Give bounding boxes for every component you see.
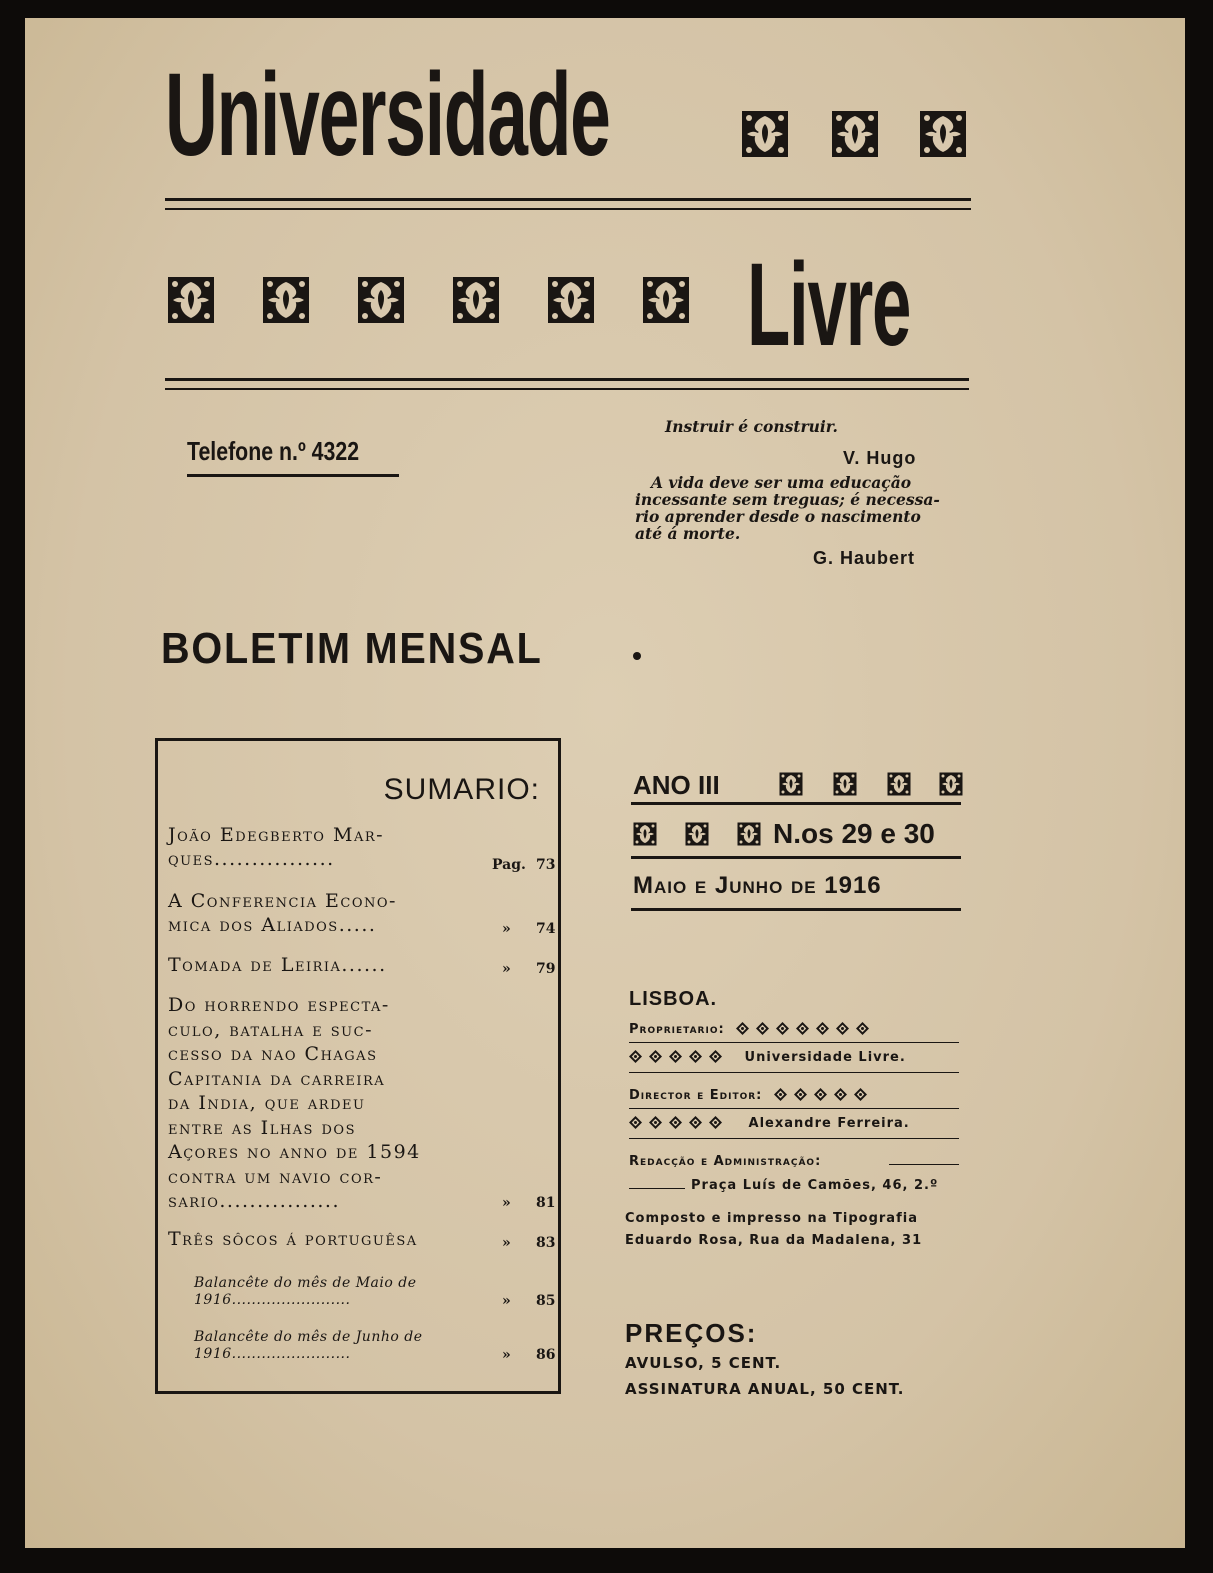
diamond-ornament-icon [709, 1050, 722, 1063]
epigraph-line: A vida deve ser uma educação [651, 473, 912, 492]
preco-avulso: AVULSO, 5 CENT. [625, 1354, 782, 1372]
director-name: Alexandre Ferreira. [748, 1116, 910, 1131]
diamond-ornament-icon [774, 1088, 787, 1101]
preco-assinatura: ASSINATURA ANUAL, 50 CENT. [625, 1380, 905, 1398]
issue-rule [631, 802, 961, 805]
ditto-mark: » [502, 921, 511, 937]
sumario-entry-line: 1916........................ [194, 1346, 351, 1362]
floral-ornament-icon [642, 276, 690, 324]
sumario-entry-line: da India, que ardeu [168, 1092, 366, 1114]
epigraph-2-text [635, 474, 975, 542]
floral-ornament-icon [685, 822, 709, 846]
issue-ano: ANO III [633, 770, 720, 800]
floral-ornament-icon [887, 772, 911, 796]
sumario-entry [168, 889, 488, 937]
masthead-rule [165, 378, 969, 390]
telefone: Telefone n.º 4322 [187, 436, 360, 466]
sumario-title: SUMARIO: [383, 773, 540, 806]
sumario-entry-line: João Edegberto Mar- [168, 824, 385, 846]
sumario-entry-line: A Conferencia Econo- [168, 890, 397, 912]
masthead-rule [165, 198, 971, 210]
tipografia-line: Eduardo Rosa, Rua da Madalena, 31 [625, 1233, 923, 1248]
redaccao-address: Praça Luís de Camões, 46, 2.º [691, 1178, 939, 1193]
imprint-rule [629, 1138, 959, 1139]
tipografia-line: Composto e impresso na Tipografia [625, 1211, 918, 1226]
pag-label: Pag. [492, 857, 526, 873]
sumario-entry-line: Açores no anno de 1594 [168, 1141, 421, 1163]
diamond-ornament-icon [649, 1116, 662, 1129]
sumario-entry-line: sario................ [168, 1190, 341, 1212]
issue-numero: N.os 29 e 30 [773, 818, 935, 849]
diamond-ornament-icon [649, 1050, 662, 1063]
sumario-entry-line: Balancête do mês de Maio de [194, 1275, 417, 1291]
diamond-ornament-icon [669, 1116, 682, 1129]
sumario-entry-line: entre as Ilhas dos [168, 1116, 356, 1139]
imprint-rule [629, 1072, 959, 1073]
diamond-ornament-icon [796, 1022, 809, 1035]
leader-rule [629, 1188, 685, 1189]
diamond-ornament-icon [669, 1050, 682, 1063]
diamond-ornament-icon [836, 1022, 849, 1035]
director-line [629, 1088, 874, 1103]
sumario-entry-line: Tomada de Leiria...... [168, 954, 387, 976]
floral-ornament-icon [262, 276, 310, 324]
diamond-ornament-icon [709, 1116, 722, 1129]
proprietario-name: Universidade Livre. [744, 1050, 906, 1065]
director-label: Director e Editor: [629, 1088, 763, 1103]
redaccao-label: Redacção e Administração: [629, 1154, 822, 1169]
diamond-ornament-icon [629, 1116, 642, 1129]
sumario-entry-line: Três sôcos á portuguêsa [168, 1228, 418, 1250]
sumario-page-number: 85 [536, 1293, 556, 1309]
issue-rule [631, 908, 961, 911]
ditto-mark: » [502, 1235, 511, 1251]
floral-ornament-icon [357, 276, 405, 324]
floral-ornament-icon [919, 110, 967, 158]
telefone-underline [187, 474, 399, 477]
sumario-box [155, 738, 561, 1394]
sumario-entry [168, 993, 488, 1214]
diamond-ornament-icon [689, 1116, 702, 1129]
diamond-ornament-icon [794, 1088, 807, 1101]
sumario-entry-line: cesso da nao Chagas [168, 1043, 378, 1065]
diamond-ornament-icon [816, 1022, 829, 1035]
imprint-rule [629, 1108, 959, 1109]
diamond-ornament-icon [834, 1088, 847, 1101]
ditto-mark: » [502, 1195, 511, 1211]
epigraph-1-author: V. Hugo [843, 448, 917, 468]
floral-ornament-icon [833, 772, 857, 796]
sumario-entry-line: Capitania da carreira [168, 1067, 386, 1090]
sumario-page-number: 81 [536, 1195, 556, 1211]
director-name-line [629, 1116, 910, 1131]
diamond-ornament-icon [756, 1022, 769, 1035]
sumario-entry [168, 953, 488, 977]
epigraph-line: incessante sem treguas; é necessa- [635, 490, 940, 509]
sumario-page-number: 74 [536, 921, 556, 937]
floral-ornament-icon [939, 772, 963, 796]
floral-ornament-icon [779, 772, 803, 796]
sumario-page-number: 83 [536, 1235, 556, 1251]
imprint-city: LISBOA. [629, 988, 718, 1010]
sumario-entry-line: Do horrendo especta- [168, 994, 390, 1016]
masthead-title-livre: Livre [747, 239, 911, 371]
masthead-title-universidade: Universidade [165, 49, 610, 181]
epigraph-2-author: G. Haubert [813, 548, 916, 568]
floral-ornament-icon [741, 110, 789, 158]
ditto-mark: » [502, 961, 511, 977]
document-page [25, 18, 1185, 1548]
sumario-page-number: 73 [536, 857, 556, 873]
proprietario-label: Proprietario: [629, 1022, 725, 1037]
floral-ornament-icon [831, 110, 879, 158]
floral-ornament-icon [547, 276, 595, 324]
sumario-entry [194, 1275, 494, 1309]
diamond-ornament-icon [854, 1088, 867, 1101]
diamond-ornament-icon [856, 1022, 869, 1035]
imprint-rule [629, 1042, 959, 1043]
sumario-page-number: 79 [536, 961, 556, 977]
sumario-entry-line: ques................ [168, 848, 335, 870]
ditto-mark: » [502, 1347, 511, 1363]
precos-title: PREÇOS: [625, 1318, 758, 1348]
sumario-entry-line: culo, batalha e suc- [168, 1018, 374, 1041]
proprietario-line [629, 1022, 876, 1037]
diamond-ornament-icon [776, 1022, 789, 1035]
epigraph-1-text: Instruir é construir. [665, 417, 838, 436]
epigraph-line: rio aprender desde o nascimento [635, 507, 921, 526]
diamond-ornament-icon [629, 1050, 642, 1063]
sumario-entry-line: Balancête do mês de Junho de [194, 1329, 423, 1345]
sumario-entry [168, 823, 488, 871]
floral-ornament-icon [633, 822, 657, 846]
issue-data: Maio e Junho de 1916 [633, 872, 882, 899]
diamond-ornament-icon [689, 1050, 702, 1063]
ditto-mark: » [502, 1293, 511, 1309]
floral-ornament-icon [452, 276, 500, 324]
leader-rule [889, 1164, 959, 1165]
diamond-ornament-icon [814, 1088, 827, 1101]
sumario-entry [194, 1329, 494, 1363]
proprietario-name-line [629, 1050, 906, 1065]
boletim-heading: BOLETIM MENSAL [161, 624, 543, 673]
dot-mark [633, 652, 641, 660]
floral-ornament-icon [167, 276, 215, 324]
sumario-entry-line: 1916........................ [194, 1292, 351, 1308]
epigraph-line: até á morte. [635, 524, 741, 543]
floral-ornament-icon [737, 822, 761, 846]
issue-rule [631, 856, 961, 859]
diamond-ornament-icon [736, 1022, 749, 1035]
sumario-entry-line: mica dos Aliados..... [168, 914, 377, 936]
sumario-entry-line: contra um navio cor- [168, 1165, 383, 1188]
sumario-page-number: 86 [536, 1347, 556, 1363]
sumario-entry [168, 1227, 498, 1251]
tipografia-block [625, 1208, 922, 1252]
